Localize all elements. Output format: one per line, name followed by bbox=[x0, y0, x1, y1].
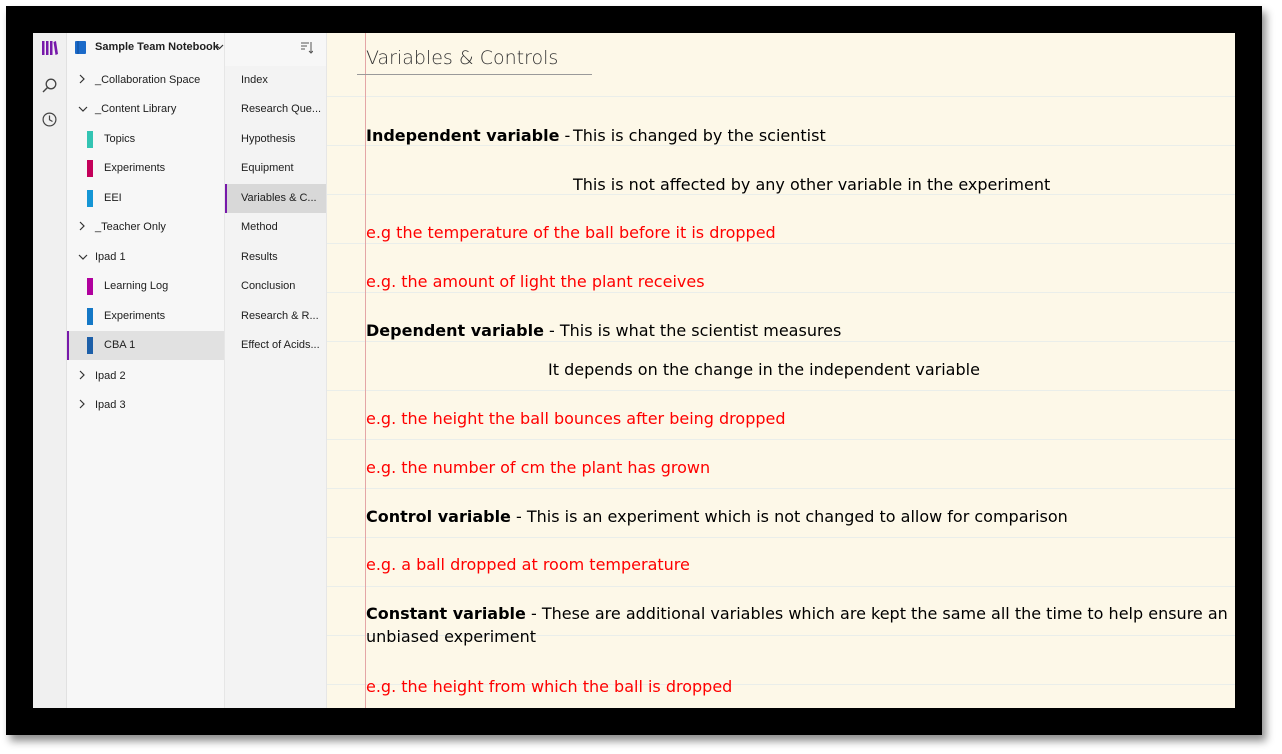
section-cba-1[interactable] bbox=[67, 331, 224, 360]
section-color-tab bbox=[87, 308, 93, 325]
page-item-research-question[interactable] bbox=[225, 95, 326, 124]
section-color-tab bbox=[87, 278, 93, 295]
section-color-tab bbox=[87, 160, 93, 177]
page-title[interactable]: Variables & Controls bbox=[366, 47, 559, 69]
page-item-method[interactable] bbox=[225, 213, 326, 242]
chevron-down-icon bbox=[78, 253, 88, 261]
independent-variable-definition-2[interactable]: This is not affected by any other variable in the experiment bbox=[573, 175, 1051, 194]
control-variable-term: Control variable bbox=[366, 507, 511, 526]
page-item-research-r[interactable] bbox=[225, 302, 326, 331]
dependent-variable-example-2[interactable]: e.g. the number of cm the plant has grown bbox=[366, 458, 711, 477]
page-item-conclusion[interactable] bbox=[225, 272, 326, 301]
independent-variable-example-2[interactable]: e.g. the amount of light the plant receives bbox=[366, 272, 705, 291]
page-item-equipment[interactable] bbox=[225, 154, 326, 183]
section-group-label: Ipad 2 bbox=[95, 370, 126, 382]
section-label: Topics bbox=[104, 133, 136, 145]
section-label: Experiments bbox=[104, 162, 166, 174]
onenote-app bbox=[33, 33, 1235, 708]
section-group-teacher-only[interactable] bbox=[67, 213, 224, 242]
section-color-tab bbox=[87, 190, 93, 207]
page-item-effect-of-acids[interactable] bbox=[225, 331, 326, 360]
section-label: Experiments bbox=[104, 310, 166, 322]
page-item-label: Hypothesis bbox=[241, 133, 296, 145]
dependent-variable-definition-1: - This is what the scientist measures bbox=[543, 321, 842, 340]
page-item-index[interactable] bbox=[225, 66, 326, 95]
search-icon[interactable] bbox=[33, 70, 66, 100]
page-item-label: Method bbox=[241, 221, 278, 233]
section-group-label: Ipad 1 bbox=[95, 251, 126, 263]
section-group-ipad-2[interactable] bbox=[67, 362, 224, 391]
sort-icon[interactable] bbox=[300, 41, 313, 54]
notebook-icon bbox=[75, 41, 87, 54]
chevron-right-icon bbox=[78, 221, 86, 231]
independent-variable-separator: - bbox=[559, 126, 571, 145]
dependent-variable-line[interactable] bbox=[366, 321, 841, 340]
page-item-label: Variables & C... bbox=[241, 192, 317, 204]
notebook-title: Sample Team Notebook bbox=[95, 41, 219, 53]
constant-variable-line[interactable] bbox=[366, 604, 1228, 623]
page-item-results[interactable] bbox=[225, 243, 326, 272]
chevron-right-icon bbox=[78, 370, 86, 380]
section-experiments[interactable] bbox=[67, 154, 224, 183]
page-item-label: Effect of Acids... bbox=[241, 339, 320, 351]
control-variable-definition: - This is an experiment which is not changed to allow for comparison bbox=[510, 507, 1068, 526]
chevron-down-icon bbox=[215, 44, 224, 50]
constant-variable-term: Constant variable bbox=[366, 604, 526, 623]
section-group-label: _Teacher Only bbox=[95, 221, 166, 233]
section-topics[interactable] bbox=[67, 125, 224, 154]
sections-panel bbox=[67, 33, 225, 708]
constant-variable-example[interactable]: e.g. the height from which the ball is dropped bbox=[366, 677, 733, 696]
page-item-label: Research & R... bbox=[241, 310, 319, 322]
section-group-label: Ipad 3 bbox=[95, 399, 126, 411]
section-group-label: _Collaboration Space bbox=[95, 74, 201, 86]
section-group-content-library[interactable] bbox=[67, 95, 224, 124]
independent-variable-line[interactable] bbox=[366, 126, 570, 145]
page-item-label: Research Que... bbox=[241, 103, 321, 115]
page-item-label: Index bbox=[241, 74, 268, 86]
dependent-variable-definition-2[interactable]: It depends on the change in the independent variable bbox=[548, 360, 980, 379]
section-eei[interactable] bbox=[67, 184, 224, 213]
independent-variable-term: Independent variable bbox=[366, 126, 560, 145]
dependent-variable-term: Dependent variable bbox=[366, 321, 544, 340]
control-variable-line[interactable] bbox=[366, 507, 1068, 526]
chevron-down-icon bbox=[78, 105, 88, 113]
independent-variable-example-1[interactable]: e.g the temperature of the ball before it is dropped bbox=[366, 223, 776, 242]
section-label: EEI bbox=[104, 192, 122, 204]
notebook-selector[interactable] bbox=[67, 33, 224, 63]
page-item-hypothesis[interactable] bbox=[225, 125, 326, 154]
page-item-label: Conclusion bbox=[241, 280, 296, 292]
pages-header bbox=[225, 33, 326, 66]
section-group-ipad-1[interactable] bbox=[67, 243, 224, 272]
section-group-ipad-3[interactable] bbox=[67, 391, 224, 420]
constant-variable-definition-2[interactable]: unbiased experiment bbox=[366, 627, 537, 646]
nav-rail bbox=[33, 33, 67, 708]
section-color-tab bbox=[87, 337, 93, 354]
page-canvas[interactable] bbox=[327, 33, 1235, 708]
section-learning-log[interactable] bbox=[67, 272, 224, 301]
recent-icon[interactable] bbox=[33, 104, 66, 134]
section-label: CBA 1 bbox=[104, 339, 136, 351]
section-group-label: _Content Library bbox=[95, 103, 177, 115]
page-item-label: Equipment bbox=[241, 162, 294, 174]
chevron-right-icon bbox=[78, 399, 86, 409]
page-item-label: Results bbox=[241, 251, 278, 263]
section-group-collaboration-space[interactable] bbox=[67, 66, 224, 95]
page-item-variables-controls[interactable] bbox=[225, 184, 326, 213]
section-color-tab bbox=[87, 131, 93, 148]
chevron-right-icon bbox=[78, 74, 86, 84]
section-experiments-ipad-1[interactable] bbox=[67, 302, 224, 331]
control-variable-example[interactable]: e.g. a ball dropped at room temperature bbox=[366, 555, 690, 574]
constant-variable-definition-1: - These are additional variables which are kept the same all the time to help ensure an bbox=[525, 604, 1228, 623]
section-label: Learning Log bbox=[104, 280, 169, 292]
dependent-variable-example-1[interactable]: e.g. the height the ball bounces after being dropped bbox=[366, 409, 786, 428]
independent-variable-definition-1[interactable]: This is changed by the scientist bbox=[573, 126, 826, 145]
notebooks-icon[interactable] bbox=[33, 33, 66, 63]
title-underline bbox=[357, 74, 592, 75]
pages-panel bbox=[225, 33, 327, 708]
